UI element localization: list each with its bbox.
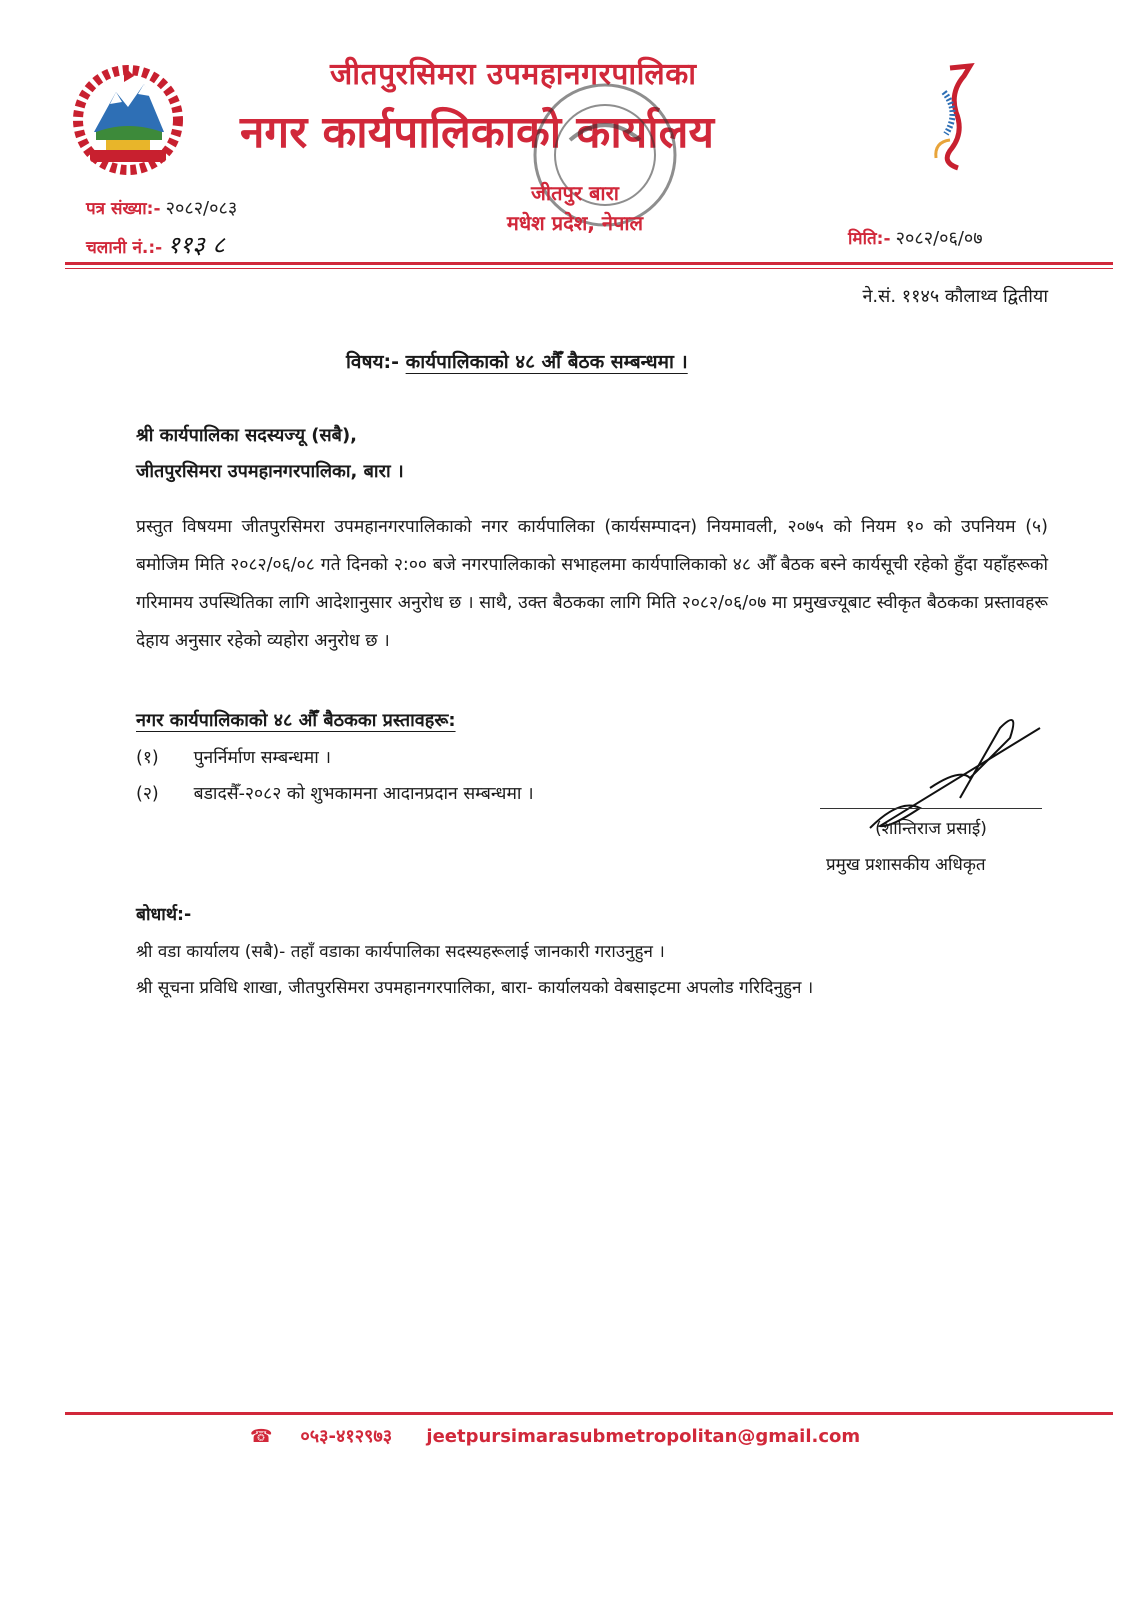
letter-number [86, 196, 237, 220]
proposal-text: बडादसैँ-२०८२ को शुभकामना आदानप्रदान सम्बन्धमा । [193, 784, 534, 804]
proposal-item [136, 776, 534, 812]
footer-contact [250, 1424, 888, 1448]
proposal-item [136, 740, 534, 776]
proposal-number: (२) [136, 784, 159, 804]
municipality-logo-icon [930, 62, 980, 172]
letter-number-value: २०८२/०८३ [165, 198, 238, 219]
subject-label: विषय:- [346, 351, 399, 373]
date-value: २०८२/०६/०७ [895, 228, 983, 249]
letter-date [848, 226, 983, 250]
proposals-title: नगर कार्यपालिकाको ४८ औँ बैठकका प्रस्तावहरू: [136, 710, 456, 731]
cc-item: श्री सूचना प्रविधि शाखा, जीतपुरसिमरा उपमहानगरपालिका, बारा- कार्यालयको वेबसाइटमा अपलोड गरिदिनुहुन । [136, 978, 814, 998]
signatory-name: (शान्तिराज प्रसाई) [875, 819, 987, 839]
footer-phone: ०५३-४१२९७३ [300, 1426, 393, 1447]
dispatch-number [86, 228, 225, 261]
letter-number-label: पत्र संख्या:- [86, 199, 161, 219]
date-label: मिति:- [848, 229, 891, 249]
office-name: नगर कार्यपालिकाको कार्यालय [240, 107, 714, 158]
stamp-line-2: मधेश प्रदेश, नेपाल [506, 211, 644, 235]
subject-line [346, 348, 688, 374]
proposal-text: पुनर्निर्माण सम्बन्धमा । [193, 748, 332, 768]
dispatch-number-value: ११३ ८ [167, 231, 225, 259]
subject-text: कार्यपालिकाको ४८ औँ बैठक सम्बन्धमा । [405, 351, 688, 373]
telephone-icon: ☎ [250, 1426, 273, 1447]
municipality-name: जीतपुरसिमरा उपमहानगरपालिका [330, 57, 697, 92]
nepal-emblem-icon [66, 62, 190, 180]
cc-label: बोधार्थ:- [136, 905, 192, 925]
addressee [136, 418, 404, 490]
cc-list [136, 934, 813, 1006]
signature-line [820, 808, 1042, 809]
stamp-address [470, 178, 680, 238]
header-divider [65, 262, 1113, 265]
footer-email[interactable]: jeetpursimarasubmetropolitan@gmail.com [426, 1426, 861, 1447]
signatory-title: प्रमुख प्रशासकीय अधिकृत [826, 855, 986, 875]
proposal-number: (१) [136, 748, 159, 768]
dispatch-number-label: चलानी नं.:- [86, 238, 163, 258]
stamp-line-1: जीतपुर बारा [531, 181, 619, 205]
footer-divider [65, 1412, 1113, 1415]
nepal-sambat-date: ने.सं. ११४५ कौलाथ्व द्वितीया [862, 286, 1048, 307]
addressee-line-1: श्री कार्यपालिका सदस्यज्यू (सबै), [136, 425, 358, 446]
letter-body: प्रस्तुत विषयमा जीतपुरसिमरा उपमहानगरपालिकाको नगर कार्यपालिका (कार्यसम्पादन) नियमावली, २०७५ को नियम १० को उपनियम (५) बमोजिम मिति २०८२/०६/०८ गते दिनको २:०० बजे नगरपालिकाको सभाहलमा कार्यपालिकाको ४८ औँ बैठक बस्ने कार्यसूची रहेको हुँदा यहाँहरूको गरिमामय उपस्थितिका लागि आदेशानुसार अनुरोध छ । साथै, उक्त बैठकका लागि मिति २०८२/०६/०७ मा प्रमुखज्यूबाट स्वीकृत बैठकका प्रस्तावहरू देहाय अनुसार रहेको व्यहोरा अनुरोध छ । [136, 517, 1048, 651]
proposals-list [136, 740, 534, 812]
header-divider-thin [65, 268, 1113, 269]
cc-item: श्री वडा कार्यालय (सबै)- तहाँ वडाका कार्यपालिका सदस्यहरूलाई जानकारी गराउनुहुन । [136, 942, 665, 962]
addressee-line-2: जीतपुरसिमरा उपमहानगरपालिका, बारा । [136, 461, 404, 482]
